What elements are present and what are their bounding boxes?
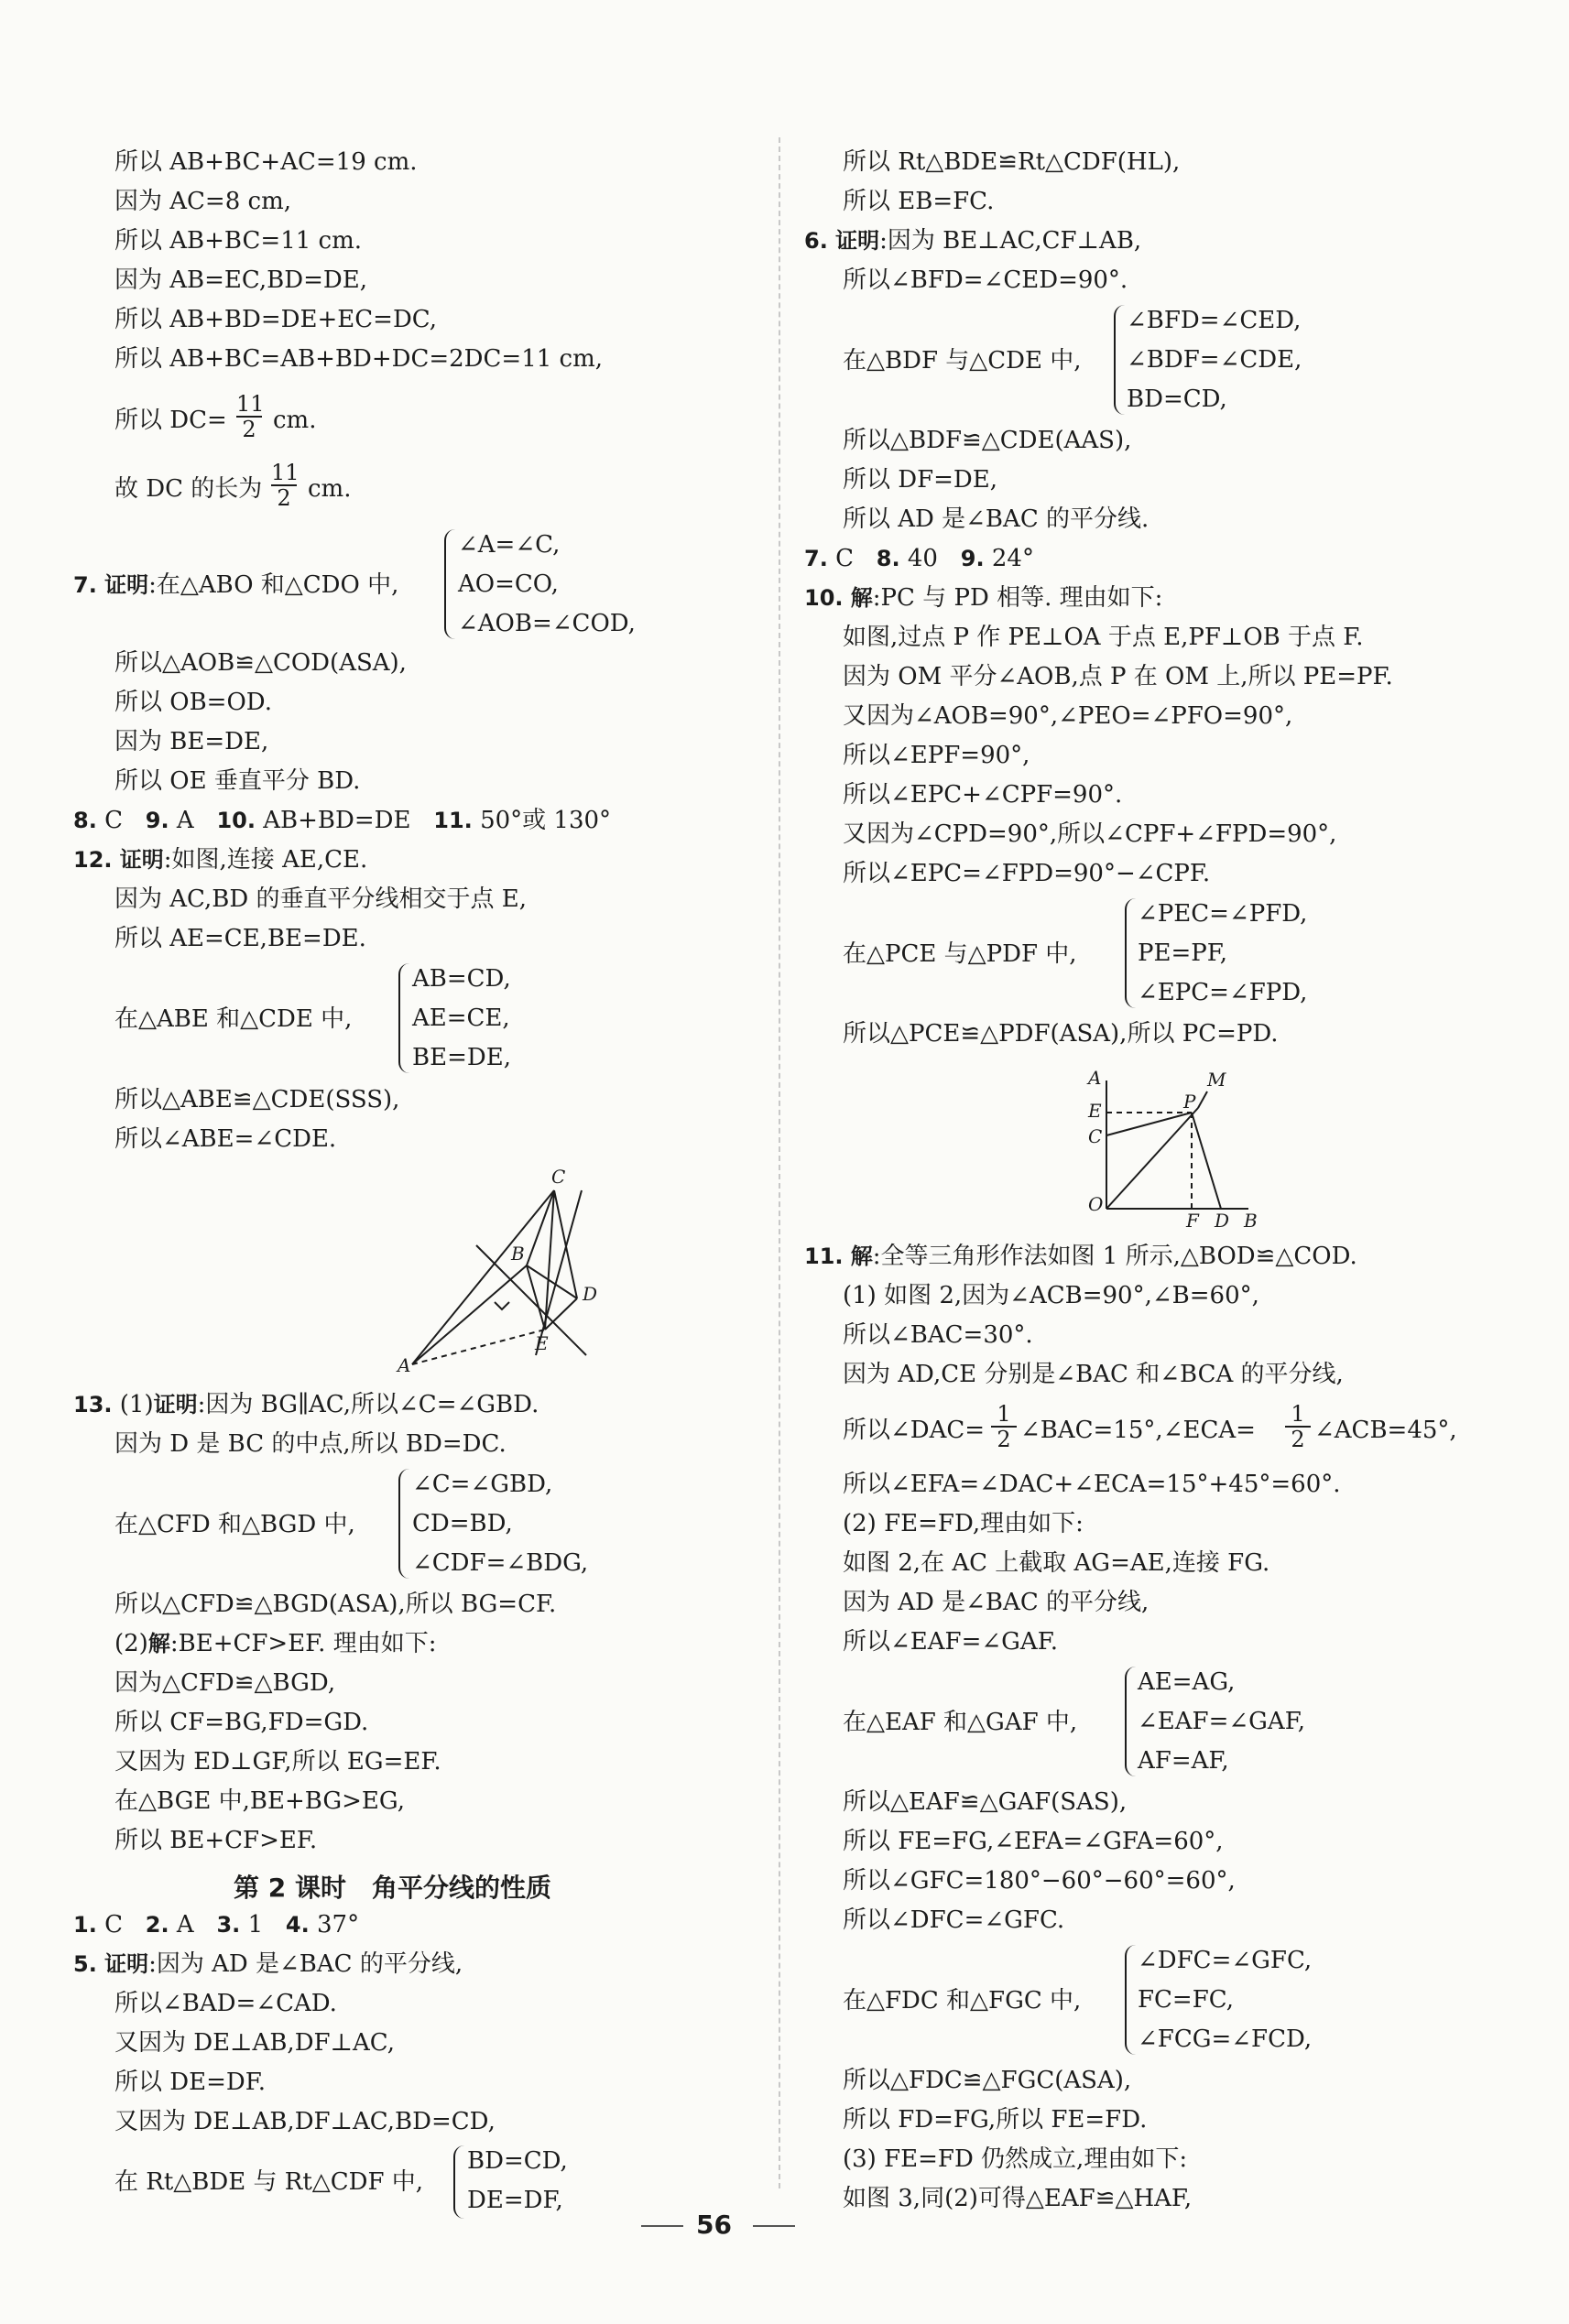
brace-line: BD=CD, (1127, 386, 1227, 413)
text-line: 在△FDC 和△FGC 中, (843, 1987, 1082, 2014)
segment-ac (412, 1190, 554, 1364)
text-line: (3) FE=FD 仍然成立,理由如下: (843, 2145, 1188, 2173)
q12-figure (321, 1163, 650, 1374)
text-line: 所以 DF=DE, (843, 466, 998, 494)
text-line: 又因为∠AOB=90°,∠PEO=∠PFO=90°, (843, 702, 1293, 730)
question-5: 5. 证明:因为 AD 是∠BAC 的平分线, (73, 1950, 463, 1978)
text-line: 所以 BE+CF>EF. (114, 1827, 318, 1854)
point-label: P (1183, 1091, 1196, 1113)
brace-line: ∠DFC=∠GFC, (1138, 1947, 1313, 1974)
text-line: 在△BDF 与△CDE 中, (843, 347, 1082, 375)
text-line: 所以∠EPC+∠CPF=90°. (843, 781, 1123, 809)
text-line: cm. (308, 475, 352, 503)
brace-line: DE=DF, (467, 2187, 563, 2214)
text-line: 所以∠EPF=90°, (843, 742, 1030, 769)
left-brace (444, 529, 455, 639)
brace-line: ∠C=∠GBD, (412, 1471, 553, 1498)
text-line: 所以 OB=OD. (114, 689, 272, 716)
text-line: (1) 如图 2,因为∠ACB=90°,∠B=60°, (843, 1282, 1259, 1309)
fraction: $\frac{11}{2}$ (236, 391, 265, 442)
left-brace (453, 2145, 464, 2219)
page-number-dash-left (641, 2225, 683, 2227)
text-line: 因为 D 是 BC 的中点,所以 BD=DC. (114, 1430, 507, 1458)
text-line: 所以△PCE≌△PDF(ASA),所以 PC=PD. (843, 1020, 1279, 1048)
point-label: E (1088, 1100, 1102, 1122)
text-line: 所以∠BAC=30°. (843, 1321, 1033, 1349)
brace-line: ∠BDF=∠CDE, (1127, 346, 1302, 374)
answers-8-11: 8. C 9. A 10. AB+BD=DE 11. 50°或 130° (73, 807, 612, 834)
text-line: 所以∠BAD=∠CAD. (114, 1990, 337, 2017)
text-line: 又因为 DE⊥AB,DF⊥AC, (114, 2029, 396, 2057)
text-line: 因为 AC=8 cm, (114, 188, 292, 215)
q10-figure (1070, 1062, 1280, 1227)
text-line: 因为△CFD≌△BGD, (114, 1669, 336, 1697)
question-11: 11. 解:全等三角形作法如图 1 所示,△BOD≌△COD. (804, 1243, 1357, 1270)
question-12: 12. 证明:如图,连接 AE,CE. (73, 846, 368, 874)
text-line: 所以∠ABE=∠CDE. (114, 1125, 337, 1153)
text-line: 因为 BE=DE, (114, 728, 269, 755)
brace-line: ∠AOB=∠COD, (458, 610, 636, 637)
text-line: 在△CFD 和△BGD 中, (114, 1511, 355, 1538)
brace-line: CD=BD, (412, 1510, 513, 1537)
point-label: A (398, 1354, 411, 1374)
point-label: M (1207, 1069, 1226, 1091)
brace-line: ∠BFD=∠CED, (1127, 307, 1302, 334)
text-line: 所以∠DAC= (843, 1417, 986, 1444)
left-brace (398, 1469, 409, 1579)
text-line: 所以 FE=FG,∠EFA=∠GFA=60°, (843, 1828, 1224, 1855)
text-line: 又因为 ED⊥GF,所以 EG=EF. (114, 1748, 441, 1776)
point-label: D (1215, 1210, 1230, 1227)
text-line: 因为 OM 平分∠AOB,点 P 在 OM 上,所以 PE=PF. (843, 663, 1393, 690)
left-brace (1125, 1945, 1136, 2055)
brace-line: ∠EPC=∠FPD, (1138, 979, 1308, 1006)
text-line: 因为 AB=EC,BD=DE, (114, 266, 367, 294)
point-label: C (1088, 1125, 1103, 1147)
text-line: ∠ACB=45°, (1314, 1417, 1457, 1444)
text-line: (2) FE=FD,理由如下: (843, 1510, 1084, 1537)
text-line: 故 DC 的长为 (114, 475, 263, 503)
answers-7-9: 7. C 8. 40 9. 24° (804, 545, 1034, 572)
text-line: 所以∠GFC=180°−60°−60°=60°, (843, 1867, 1236, 1895)
point-label: C (551, 1166, 566, 1188)
text-line: 所以 DC= (114, 407, 227, 434)
point-label: A (1088, 1067, 1102, 1089)
brace-line: AE=CE, (412, 1005, 510, 1032)
segment-ab (412, 1265, 527, 1364)
text-line: 所以△EAF≌△GAF(SAS), (843, 1788, 1128, 1816)
text-line: 所以∠EFA=∠DAC+∠ECA=15°+45°=60°. (843, 1471, 1341, 1498)
brace-line: AB=CD, (412, 965, 511, 993)
page-number-dash-right (753, 2225, 795, 2227)
text-line: 所以 FD=FG,所以 FE=FD. (843, 2106, 1148, 2134)
brace-line: AF=AF, (1138, 1747, 1229, 1775)
text-line: 因为 AD,CE 分别是∠BAC 和∠BCA 的平分线, (843, 1361, 1344, 1388)
ray-om-ext (1198, 1091, 1207, 1108)
text-line: 因为 AD 是∠BAC 的平分线, (843, 1589, 1150, 1616)
text-line: 因为 AC,BD 的垂直平分线相交于点 E, (114, 885, 527, 913)
answers-1-4: 1. C 2. A 3. 1 4. 37° (73, 1911, 360, 1938)
fraction: $\frac{1}{2}$ (991, 1402, 1017, 1451)
question-10: 10. 解:PC 与 PD 相等. 理由如下: (804, 584, 1163, 612)
text-line: (2)解:BE+CF>EF. 理由如下: (114, 1630, 437, 1657)
text-line: 如图 2,在 AC 上截取 AG=AE,连接 FG. (843, 1549, 1270, 1577)
text-line: 又因为 DE⊥AB,DF⊥AC,BD=CD, (114, 2108, 496, 2135)
text-line: 所以△FDC≌△FGC(ASA), (843, 2067, 1132, 2094)
text-line: 所以∠EAF=∠GAF. (843, 1628, 1058, 1656)
brace-line: BE=DE, (412, 1044, 511, 1071)
text-line: 如图 3,同(2)可得△EAF≌△HAF, (843, 2185, 1193, 2212)
page-number: 56 (696, 2210, 732, 2240)
text-line: 所以 AB+BC+AC=19 cm. (114, 148, 418, 176)
left-brace (1114, 305, 1125, 415)
text-line: ∠BAC=15°,∠ECA= (1020, 1417, 1256, 1444)
text-line: 所以△ABE≌△CDE(SSS), (114, 1086, 400, 1113)
point-label: B (1244, 1210, 1258, 1227)
segment-cd (554, 1190, 577, 1298)
brace-line: BD=CD, (467, 2147, 568, 2175)
fraction: $\frac{1}{2}$ (1285, 1402, 1311, 1451)
text-line: 在 Rt△BDE 与 Rt△CDF 中, (114, 2168, 424, 2196)
text-line: 所以∠BFD=∠CED=90°. (843, 266, 1128, 294)
text-line: 所以△CFD≌△BGD(ASA),所以 BG=CF. (114, 1591, 557, 1618)
text-line: 所以△AOB≌△COD(ASA), (114, 649, 407, 677)
brace-line: ∠EAF=∠GAF, (1138, 1708, 1305, 1735)
fraction: $\frac{11}{2}$ (271, 460, 300, 511)
brace-line: ∠PEC=∠PFD, (1138, 900, 1308, 928)
text-line: 在△EAF 和△GAF 中, (843, 1709, 1078, 1736)
brace-line: FC=FC, (1138, 1986, 1234, 2014)
point-label: F (1186, 1210, 1199, 1227)
left-brace (398, 963, 409, 1073)
left-brace (1125, 1667, 1136, 1776)
brace-line: PE=PF, (1138, 939, 1228, 967)
section-title: 第 2 课时 角平分线的性质 (234, 1873, 551, 1903)
text-line: 所以 OE 垂直平分 BD. (114, 767, 361, 795)
text-line: 所以 Rt△BDE≌Rt△CDF(HL), (843, 148, 1181, 176)
text-line: 所以 AD 是∠BAC 的平分线. (843, 505, 1150, 533)
point-label: B (511, 1243, 525, 1265)
question-6: 6. 证明:因为 BE⊥AC,CF⊥AB, (804, 227, 1142, 255)
text-line: 所以△BDF≌△CDE(AAS), (843, 427, 1132, 454)
segment-pc (1106, 1113, 1192, 1135)
text-line: 在△ABE 和△CDE 中, (114, 1005, 353, 1033)
point-label: E (535, 1332, 549, 1354)
text-line: 在△BGE 中,BE+BG>EG, (114, 1787, 405, 1815)
segment-pd (1192, 1113, 1221, 1209)
text-line: 所以 DE=DF. (114, 2069, 266, 2096)
text-line: 所以 EB=FC. (843, 188, 995, 215)
brace-line: ∠CDF=∠BDG, (412, 1549, 589, 1577)
text-line: cm. (273, 407, 317, 434)
left-brace (1125, 898, 1136, 1008)
text-line: 所以 AE=CE,BE=DE. (114, 925, 366, 952)
text-line: 在△PCE 与△PDF 中, (843, 940, 1077, 968)
question-13: 13. (1)证明:因为 BG∥AC,所以∠C=∠GBD. (73, 1391, 539, 1418)
column-divider (779, 137, 780, 2188)
text-line: 所以 AB+BC=11 cm. (114, 227, 363, 255)
brace-line: ∠FCG=∠FCD, (1138, 2025, 1313, 2053)
text-line: 所以∠EPC=∠FPD=90°−∠CPF. (843, 860, 1211, 887)
right-angle-mark (495, 1302, 509, 1309)
text-line: 所以 AB+BD=DE+EC=DC, (114, 306, 438, 333)
text-line: 所以 CF=BG,FD=GD. (114, 1709, 369, 1736)
point-label: D (583, 1283, 598, 1305)
text-line: 如图,过点 P 作 PE⊥OA 于点 E,PF⊥OB 于点 F. (843, 624, 1364, 651)
brace-line: AE=AG, (1138, 1668, 1236, 1696)
text-line: 又因为∠CPD=90°,所以∠CPF+∠FPD=90°, (843, 820, 1337, 848)
brace-line: AO=CO, (458, 570, 559, 598)
text-line: 所以∠DFC=∠GFC. (843, 1906, 1065, 1934)
question-7: 7. 证明:在△ABO 和△CDO 中, (73, 571, 399, 599)
text-line: 所以 AB+BC=AB+BD+DC=2DC=11 cm, (114, 345, 604, 373)
brace-line: ∠A=∠C, (458, 531, 561, 559)
point-label: O (1088, 1193, 1104, 1215)
